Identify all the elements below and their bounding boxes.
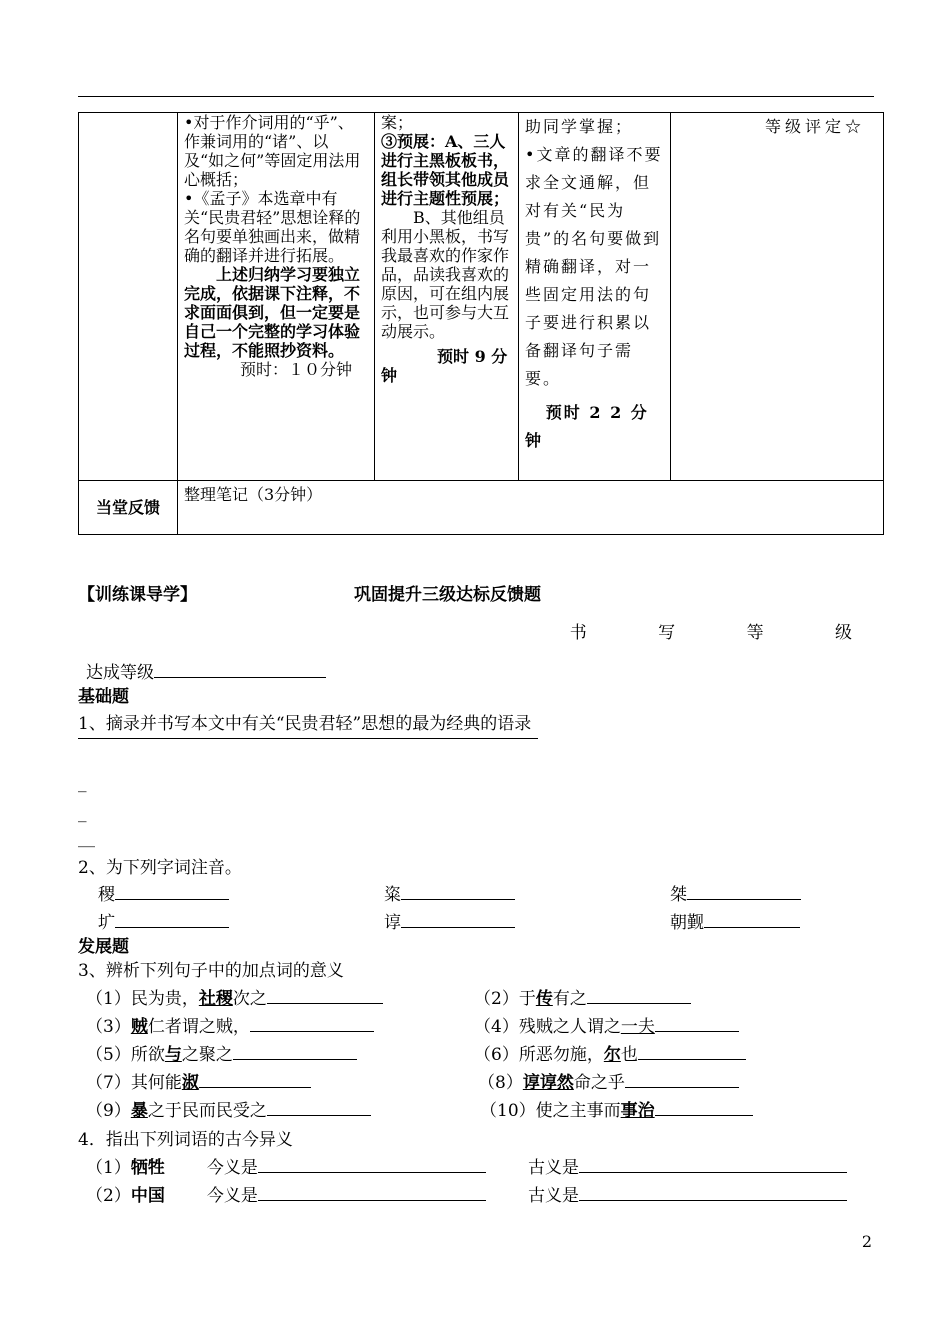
pinyin-blank[interactable] — [704, 911, 800, 928]
q3-blank[interactable] — [233, 1043, 357, 1060]
q3-item-1: （1）民为贵，社稷次之 — [86, 984, 383, 1009]
method-bullet-2: •《孟子》本选章中有关“民贵君轻”思想诠释的名句要单独画出来，做精确的翻译并进行拓展。 — [184, 189, 361, 265]
preview-b-text: B、其他组员利用小黑板，书写我最喜欢的作家作品，品读我喜欢的原因，可在组内展示，也可参与大互动展示。 — [381, 208, 510, 341]
feedback-text: 整理笔记（3分钟） — [178, 481, 884, 535]
q3-item-8: （8）谆谆然命之乎 — [478, 1068, 739, 1093]
pinyin-item: 桀 — [670, 880, 801, 905]
table-cell-empty — [79, 113, 178, 481]
q3-item-4: （4）残贼之人谓之一夫 — [474, 1012, 739, 1037]
method-time: 预时：１０分钟 — [240, 360, 353, 379]
lesson-table — [78, 112, 884, 535]
table-cell-method — [178, 113, 375, 481]
develop-title: 发展题 — [78, 937, 129, 957]
page-number: 2 — [861, 1232, 872, 1251]
q3-blank[interactable] — [655, 1099, 753, 1116]
question-3: 3、辨析下列句子中的加点词的意义 — [78, 961, 344, 981]
grade-text: 等级评定☆ — [765, 117, 866, 136]
q3-item-10: （10）使之主事而事治 — [480, 1096, 753, 1121]
preview-line0: 案； — [381, 113, 414, 132]
notes-time: 预时 2 2 分钟 — [525, 403, 649, 450]
q3-item-3: （3）贼仁者谓之贼， — [86, 1012, 374, 1037]
notes-text: •文章的翻译不要求全文通解，但对有关“民为贵”的名句要做到精确翻译，对一些固定用法的句子要进行积累以备翻译句子需要。 — [525, 145, 663, 388]
table-row — [79, 113, 884, 481]
feedback-label: 当堂反馈 — [79, 481, 178, 535]
question-4: 4．指出下列词语的古今异义 — [78, 1130, 293, 1150]
pinyin-blank[interactable] — [401, 911, 515, 928]
q4-item-2: （2）中国 今义是 — [86, 1181, 486, 1206]
table-cell-notes — [519, 113, 671, 481]
q3-item-2: （2）于传有之 — [474, 984, 691, 1009]
q3-item-5: （5）所欲与之聚之 — [86, 1040, 357, 1065]
pinyin-blank[interactable] — [687, 883, 801, 900]
q3-item-6: （6）所恶勿施，尔也 — [474, 1040, 746, 1065]
q1-dash: _ — [78, 773, 87, 793]
q1-dash: _ — [78, 803, 87, 823]
q4-ancient-blank[interactable] — [579, 1184, 847, 1201]
table-row — [79, 481, 884, 535]
q4-item-1-ancient: 古义是 — [528, 1153, 847, 1178]
q4-item-2-ancient: 古义是 — [528, 1181, 847, 1206]
pinyin-item: 粢 — [384, 880, 515, 905]
achieve-grade-label: 达成等级 — [86, 663, 154, 683]
q4-ancient-blank[interactable] — [579, 1156, 847, 1173]
pinyin-item: 谆 — [384, 908, 515, 933]
achieve-grade-row — [86, 658, 326, 683]
pinyin-item: 朝觐 — [670, 908, 800, 933]
q3-blank[interactable] — [587, 987, 691, 1004]
q3-blank[interactable] — [250, 1015, 374, 1032]
q3-blank[interactable] — [655, 1015, 739, 1032]
q3-item-7: （7）其何能淑 — [86, 1068, 311, 1093]
pinyin-item: 稷 — [98, 880, 229, 905]
pinyin-blank[interactable] — [401, 883, 515, 900]
q3-blank[interactable] — [638, 1043, 746, 1060]
q1-dash: __ — [78, 828, 95, 848]
q4-modern-blank[interactable] — [258, 1184, 486, 1201]
q3-blank[interactable] — [267, 1099, 371, 1116]
pinyin-item: 圹 — [98, 908, 229, 933]
q3-blank[interactable] — [267, 987, 383, 1004]
basic-title: 基础题 — [78, 687, 129, 707]
q3-item-9: （9）暴之于民而民受之 — [86, 1096, 371, 1121]
header-rule — [78, 96, 874, 97]
q4-modern-blank[interactable] — [258, 1156, 486, 1173]
preview-time: 预时 9 分钟 — [381, 347, 508, 385]
q3-blank[interactable] — [199, 1071, 311, 1088]
question-2: 2、为下列字词注音。 — [78, 858, 242, 878]
training-header-center: 巩固提升三级达标反馈题 — [354, 585, 541, 605]
q1-answer-line[interactable] — [78, 738, 538, 739]
preview-label: ③预展： — [381, 132, 446, 151]
achieve-grade-blank[interactable] — [154, 661, 326, 678]
method-bullet-1: •对于作介词用的“乎”、作兼词用的“诸”、以及“如之何”等固定用法用心概括； — [184, 113, 361, 189]
notes-line0: 助同学掌握； — [525, 117, 634, 136]
method-bold-note: 上述归纳学习要独立完成，依据课下注释，不求面面俱到，但一定要是自己一个完整的学习体验过程，不能照抄资料。 — [184, 265, 361, 360]
pinyin-blank[interactable] — [115, 911, 229, 928]
q3-blank[interactable] — [625, 1071, 739, 1088]
q4-item-1: （1）牺牲 今义是 — [86, 1153, 486, 1178]
pinyin-blank[interactable] — [115, 883, 229, 900]
training-header-left: 【训练课导学】 — [78, 585, 197, 605]
preview-text: A、三人进行主黑板板书，组长带领其他成员进行主题性预展； — [381, 132, 510, 208]
table-cell-preview — [375, 113, 519, 481]
question-1: 1、摘录并书写本文中有关“民贵君轻”思想的最为经典的语录 — [78, 714, 532, 734]
table-cell-grade — [671, 113, 884, 481]
writing-grade-label: 书 写 等 级 — [569, 623, 874, 643]
